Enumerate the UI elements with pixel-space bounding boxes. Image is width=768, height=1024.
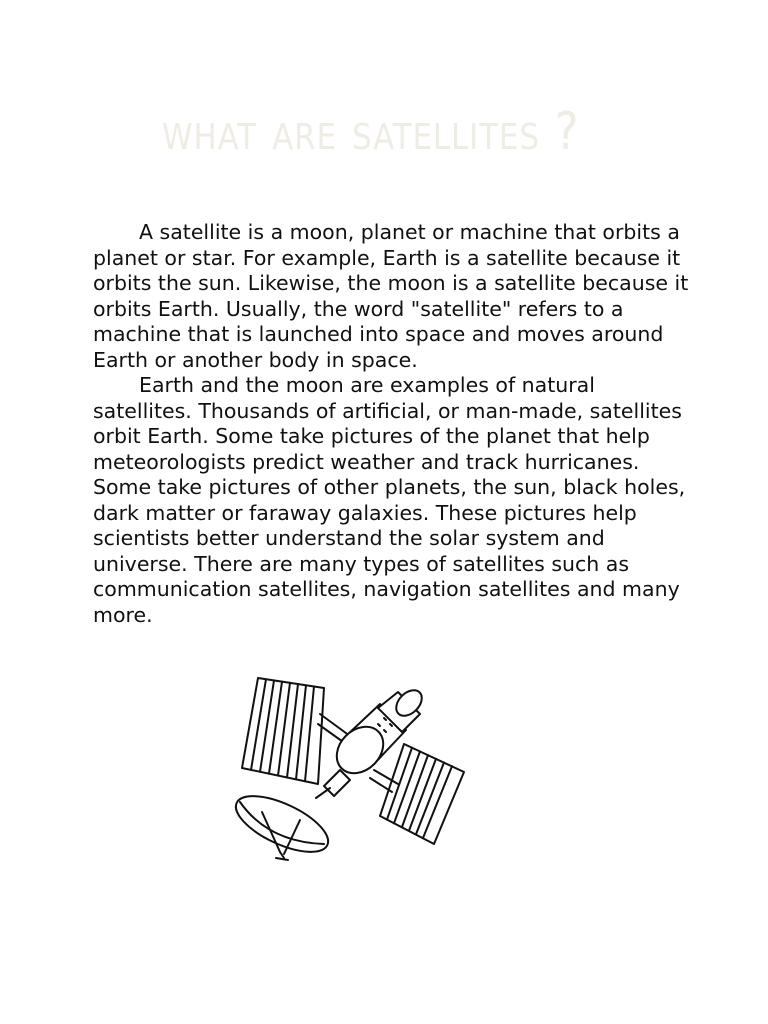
satellite-illustration	[228, 674, 468, 870]
paragraph-2: Earth and the moon are examples of natural satellites. Thousands of artificial, or man-made, satellites orbit Earth. Some take pictures of the planet that help meteorologists predict weather and track hurricanes. Some take pictures of other planets, the sun, black holes, dark matter or faraway galaxies. These pictures help scientists better understand the solar system and universe. There are many types of satellites such as communication satellites, navigation satellites and many more.	[93, 373, 686, 627]
satellite-icon	[228, 674, 468, 870]
solar-panel-right	[380, 744, 464, 844]
solar-panel-left	[242, 678, 324, 784]
body-text	[93, 220, 693, 628]
page-title: what are satellites ?	[162, 102, 580, 162]
paragraph-1: A satellite is a moon, planet or machine that orbits a planet or star. For example, Earth is a satellite because it orbits the sun. Likewise, the moon is a satellite because it orbits Earth. Usually, the word "satellite" refers to a machine that is launched into space and moves around Earth or another body in space.	[93, 220, 689, 372]
